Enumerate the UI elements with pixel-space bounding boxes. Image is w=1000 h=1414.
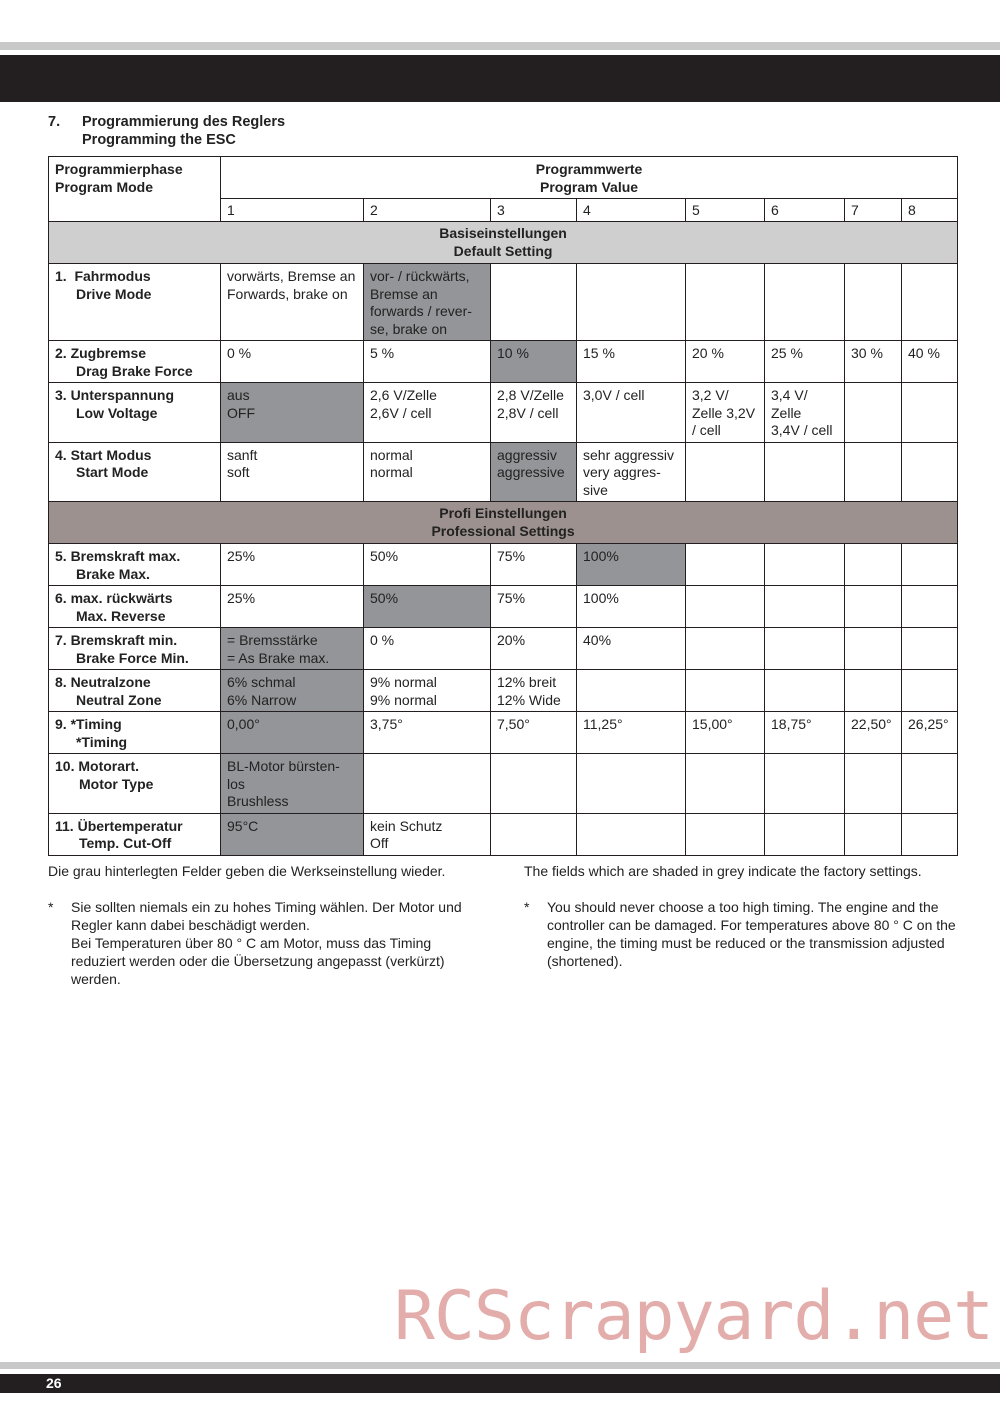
program-value-cell: 3,2 V/ Zelle 3,2V / cell	[686, 383, 765, 443]
temperature-note-de: Bei Temperaturen über 80 ° C am Motor, muss das Timing reduziert werden oder die Übersetzung angepasst (verkürzt) werden.	[71, 935, 445, 987]
program-value-cell	[686, 586, 765, 628]
program-value-cell	[765, 544, 845, 586]
timing-note-de	[48, 898, 488, 988]
program-value-cell: 3,75°	[364, 712, 491, 754]
program-mode-label-de: 5. Bremskraft max.	[55, 548, 181, 564]
program-value-cell	[765, 754, 845, 814]
factory-default-cell: 0,00°	[221, 712, 364, 754]
program-mode-label	[49, 544, 221, 586]
program-value-cell	[845, 754, 902, 814]
program-mode-label-de: 6. max. rückwärts	[55, 590, 173, 606]
program-mode-label	[49, 442, 221, 502]
program-mode-label-de: 9. *Timing	[55, 716, 122, 732]
program-value-cell	[845, 264, 902, 341]
program-mode-label	[49, 264, 221, 341]
program-mode-label	[49, 628, 221, 670]
program-value-cell	[902, 628, 958, 670]
program-value-cell	[845, 544, 902, 586]
program-mode-label	[49, 813, 221, 855]
footer-stripe	[0, 1362, 1000, 1369]
program-value-cell: 7,50°	[491, 712, 577, 754]
program-value-cell	[845, 586, 902, 628]
program-value-cell: 40 %	[902, 341, 958, 383]
program-value-cell: 25 %	[765, 341, 845, 383]
program-mode-label-en: Drive Mode	[76, 285, 152, 302]
program-mode-label-en: *Timing	[76, 733, 128, 750]
program-value-cell: sehr aggressiv very aggres- sive	[577, 442, 686, 502]
section-title-de: Programmierung des Reglers	[82, 114, 286, 130]
program-mode-header-de: Programmierphase	[55, 161, 183, 177]
program-value-cell	[686, 544, 765, 586]
program-value-cell	[845, 442, 902, 502]
program-value-cell	[902, 670, 958, 712]
program-value-cell	[765, 670, 845, 712]
footer-bar	[0, 1374, 1000, 1393]
table-row	[49, 341, 958, 383]
program-mode-label	[49, 670, 221, 712]
default-settings-band-en: Default Setting	[453, 242, 553, 259]
program-value-cell	[845, 813, 902, 855]
program-value-cell	[765, 264, 845, 341]
program-value-cell	[902, 754, 958, 814]
program-mode-label	[49, 383, 221, 443]
column-number: 1	[221, 199, 364, 222]
program-value-header-de: Programmwerte	[535, 161, 643, 177]
program-mode-label-de: 8. Neutralzone	[55, 674, 151, 690]
default-settings-band-de: Basiseinstellungen	[439, 225, 567, 241]
program-value-cell	[765, 442, 845, 502]
column-number: 2	[364, 199, 491, 222]
program-value-cell	[902, 544, 958, 586]
factory-default-cell: aggressiv aggressive	[491, 442, 577, 502]
program-value-header	[221, 157, 958, 199]
shaded-note-de: Die grau hinterlegten Felder geben die Werkseinstellung wieder.	[48, 863, 446, 879]
program-value-cell	[577, 754, 686, 814]
program-value-cell	[577, 813, 686, 855]
program-value-cell	[765, 813, 845, 855]
program-mode-label-en: Start Mode	[76, 464, 149, 480]
program-value-cell: 25%	[221, 586, 364, 628]
table-row	[49, 670, 958, 712]
program-value-cell: 11,25°	[577, 712, 686, 754]
factory-default-cell: aus OFF	[221, 383, 364, 443]
section-title-en: Programming the ESC	[82, 132, 236, 148]
notes-english	[524, 862, 960, 970]
factory-default-cell: 6% schmal 6% Narrow	[221, 670, 364, 712]
program-value-cell	[686, 670, 765, 712]
factory-default-cell: vor- / rückwärts, Bremse an forwards / rever-se, brake on	[364, 264, 491, 341]
table-row	[49, 813, 958, 855]
program-mode-label	[49, 341, 221, 383]
program-value-cell	[902, 264, 958, 341]
program-value-cell: 25%	[221, 544, 364, 586]
program-value-header-en: Program Value	[540, 178, 639, 195]
program-value-cell: 22,50°	[845, 712, 902, 754]
timing-warning-de: Sie sollten niemals ein zu hohes Timing wählen. Der Motor und Regler kann dabei beschädigt werden.	[71, 899, 462, 933]
program-value-cell: 30 %	[845, 341, 902, 383]
program-value-cell: 100%	[577, 586, 686, 628]
program-value-cell	[364, 754, 491, 814]
asterisk: *	[524, 899, 530, 915]
program-value-cell: kein Schutz Off	[364, 813, 491, 855]
program-value-cell: 2,6 V/Zelle 2,6V / cell	[364, 383, 491, 443]
professional-settings-band-label	[49, 502, 958, 544]
program-mode-label-de: 2. Zugbremse	[55, 345, 147, 361]
header-bar	[0, 55, 1000, 102]
esc-programming-table	[48, 156, 958, 856]
header-stripe	[0, 42, 1000, 50]
factory-default-cell: = Bremsstärke = As Brake max.	[221, 628, 364, 670]
program-value-cell	[686, 813, 765, 855]
program-mode-label	[49, 586, 221, 628]
column-number: 4	[577, 199, 686, 222]
professional-settings-band-en: Professional Settings	[431, 522, 575, 539]
table-row	[49, 628, 958, 670]
program-value-cell: 15 %	[577, 341, 686, 383]
program-value-cell	[765, 586, 845, 628]
default-settings-band-label	[49, 222, 958, 264]
column-number: 3	[491, 199, 577, 222]
program-mode-label-en: Neutral Zone	[76, 691, 162, 708]
column-number: 7	[845, 199, 902, 222]
program-value-cell	[577, 670, 686, 712]
watermark: RCScrapyard.net	[394, 1277, 994, 1356]
program-value-cell	[491, 813, 577, 855]
program-value-cell	[845, 628, 902, 670]
program-value-cell	[902, 586, 958, 628]
column-number: 5	[686, 199, 765, 222]
program-mode-label-en: Motor Type	[79, 775, 154, 792]
section-number: 7.	[48, 114, 61, 130]
program-value-cell: vorwärts, Bremse an Forwards, brake on	[221, 264, 364, 341]
default-settings-band	[49, 222, 958, 264]
program-mode-label-en: Brake Force Min.	[76, 649, 189, 666]
program-mode-label-en: Brake Max.	[76, 565, 150, 582]
factory-default-cell: 50%	[364, 586, 491, 628]
program-value-cell: 75%	[491, 544, 577, 586]
program-value-cell: 3,4 V/ Zelle 3,4V / cell	[765, 383, 845, 443]
program-value-cell	[491, 754, 577, 814]
table-row	[49, 754, 958, 814]
program-value-cell	[902, 813, 958, 855]
factory-default-cell: 95°C	[221, 813, 364, 855]
program-mode-label-de: 7. Bremskraft min.	[55, 632, 178, 648]
program-value-cell: 0 %	[364, 628, 491, 670]
program-value-cell: 75%	[491, 586, 577, 628]
program-value-cell: 18,75°	[765, 712, 845, 754]
table-row	[49, 442, 958, 502]
program-mode-label	[49, 712, 221, 754]
program-mode-label-de: 3. Unterspannung	[55, 387, 175, 403]
program-value-cell	[765, 628, 845, 670]
factory-default-cell: 100%	[577, 544, 686, 586]
program-value-cell: 2,8 V/Zelle 2,8V / cell	[491, 383, 577, 443]
program-value-cell: normal normal	[364, 442, 491, 502]
timing-warning-en: You should never choose a too high timing. The engine and the controller can be damaged. For temperatures above 80 ° C on the engine, the timing must be reduced or the transmission adjusted (shortened).	[547, 899, 956, 969]
program-value-cell: sanft soft	[221, 442, 364, 502]
program-mode-label-en: Drag Brake Force	[76, 362, 193, 379]
program-mode-label-en: Max. Reverse	[76, 607, 166, 624]
program-value-cell	[845, 383, 902, 443]
table-row	[49, 712, 958, 754]
program-value-cell	[845, 670, 902, 712]
program-value-cell	[577, 264, 686, 341]
program-mode-header	[49, 157, 221, 222]
table-row	[49, 264, 958, 341]
table-row	[49, 586, 958, 628]
program-value-cell: 3,0V / cell	[577, 383, 686, 443]
program-value-cell	[686, 754, 765, 814]
column-number: 6	[765, 199, 845, 222]
program-value-cell: 0 %	[221, 341, 364, 383]
program-value-cell: 20 %	[686, 341, 765, 383]
program-value-cell: 9% normal 9% normal	[364, 670, 491, 712]
program-value-cell: 40%	[577, 628, 686, 670]
program-value-cell	[902, 383, 958, 443]
program-value-cell	[491, 264, 577, 341]
asterisk: *	[48, 899, 54, 915]
factory-default-cell: 10 %	[491, 341, 577, 383]
program-value-cell: 12% breit 12% Wide	[491, 670, 577, 712]
column-number: 8	[902, 199, 958, 222]
program-mode-label-de: 1. Fahrmodus	[55, 268, 151, 284]
page-number: 26	[46, 1375, 62, 1391]
professional-settings-band	[49, 502, 958, 544]
table-row	[49, 383, 958, 443]
program-value-cell: 26,25°	[902, 712, 958, 754]
program-value-cell: 15,00°	[686, 712, 765, 754]
program-value-cell: 50%	[364, 544, 491, 586]
professional-settings-band-de: Profi Einstellungen	[439, 505, 567, 521]
program-value-cell: 5 %	[364, 341, 491, 383]
factory-default-cell: BL-Motor bürsten- los Brushless	[221, 754, 364, 814]
program-mode-label-de: 11. Übertemperatur	[55, 817, 183, 834]
table-row	[49, 544, 958, 586]
notes-german	[48, 862, 488, 988]
program-mode-label-en: Temp. Cut-Off	[79, 835, 172, 851]
timing-note-en	[524, 898, 960, 970]
program-mode-header-en: Program Mode	[55, 178, 154, 195]
program-value-cell: 20%	[491, 628, 577, 670]
program-mode-label-de: 10. Motorart.	[55, 758, 140, 774]
program-mode-label-en: Low Voltage	[76, 404, 158, 421]
program-value-cell	[686, 442, 765, 502]
program-value-cell	[686, 264, 765, 341]
program-mode-label-de: 4. Start Modus	[55, 446, 152, 463]
program-mode-label	[49, 754, 221, 814]
program-value-cell	[686, 628, 765, 670]
shaded-note-en: The fields which are shaded in grey indicate the factory settings.	[524, 863, 922, 879]
program-value-cell	[902, 442, 958, 502]
